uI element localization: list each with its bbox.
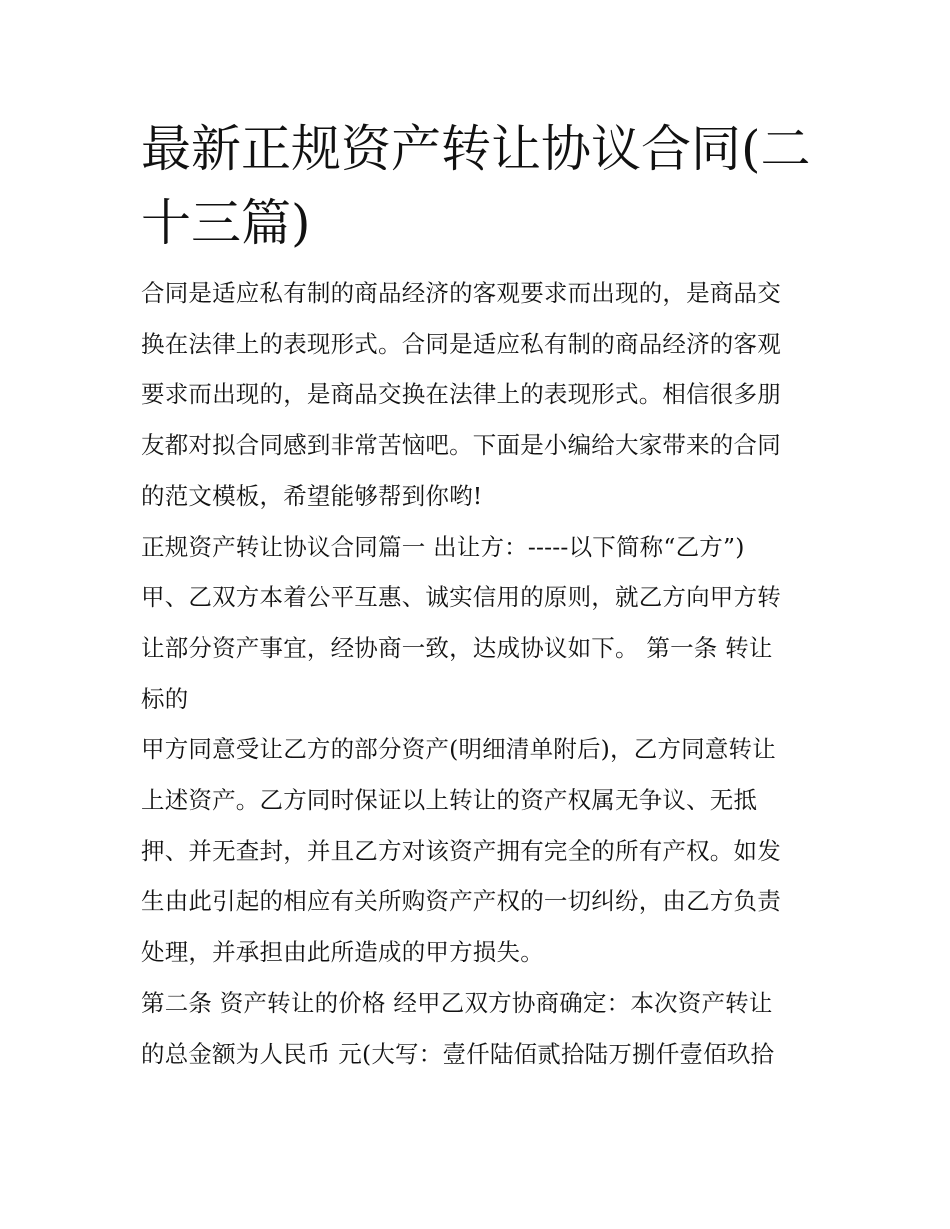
paragraph-intro <box>141 268 813 522</box>
text-line: 合同是适应私有制的商品经济的客观要求而出现的，是商品交 <box>141 279 781 307</box>
text-line: 要求而出现的，是商品交换在法律上的表现形式。相信很多朋 <box>141 380 781 409</box>
text-line: 友都对拟合同感到非常苦恼吧。下面是小编给大家带来的合同 <box>141 431 781 460</box>
paragraph-article-two <box>141 978 813 1079</box>
text-line: 处理，并承担由此所造成的甲方损失。 <box>141 938 544 967</box>
text-line: 上述资产。乙方同时保证以上转让的资产权属无争议、无抵 <box>141 786 758 815</box>
text-line: 的总金额为人民币 元(大写：壹仟陆佰贰拾陆万捌仟壹佰玖拾 <box>141 1039 775 1068</box>
text-line: 甲方同意受让乙方的部分资产(明细清单附后)，乙方同意转让 <box>141 735 776 764</box>
text-line: 押、并无查封，并且乙方对该资产拥有完全的所有产权。如发 <box>141 836 781 865</box>
text-line: 第二条 资产转让的价格 经甲乙双方协商确定：本次资产转让 <box>141 988 773 1017</box>
text-line: 让部分资产事宜，经协商一致，达成协议如下。 第一条 转让 <box>141 633 773 662</box>
title-line: 最新正规资产转让协议合同(二 <box>141 120 811 178</box>
document-page <box>141 112 813 1079</box>
text-line: 生由此引起的相应有关所购资产产权的一切纠纷，由乙方负责 <box>141 887 781 916</box>
text-line: 甲、乙双方本着公平互惠、诚实信用的原则，就乙方向甲方转 <box>141 583 781 612</box>
text-line: 正规资产转让协议合同篇一 出让方：-----以下简称“乙方”) <box>141 532 745 561</box>
title-line: 十三篇) <box>141 194 311 252</box>
paragraph-article-one <box>141 724 813 978</box>
paragraph-section-heading <box>141 522 813 573</box>
text-line: 标的 <box>141 684 189 713</box>
paragraph-principles <box>141 572 813 724</box>
document-body <box>141 268 813 1079</box>
document-title <box>141 112 813 260</box>
text-line: 换在法律上的表现形式。合同是适应私有制的商品经济的客观 <box>141 329 781 358</box>
text-line: 的范文模板，希望能够帮到你哟! <box>141 481 483 510</box>
